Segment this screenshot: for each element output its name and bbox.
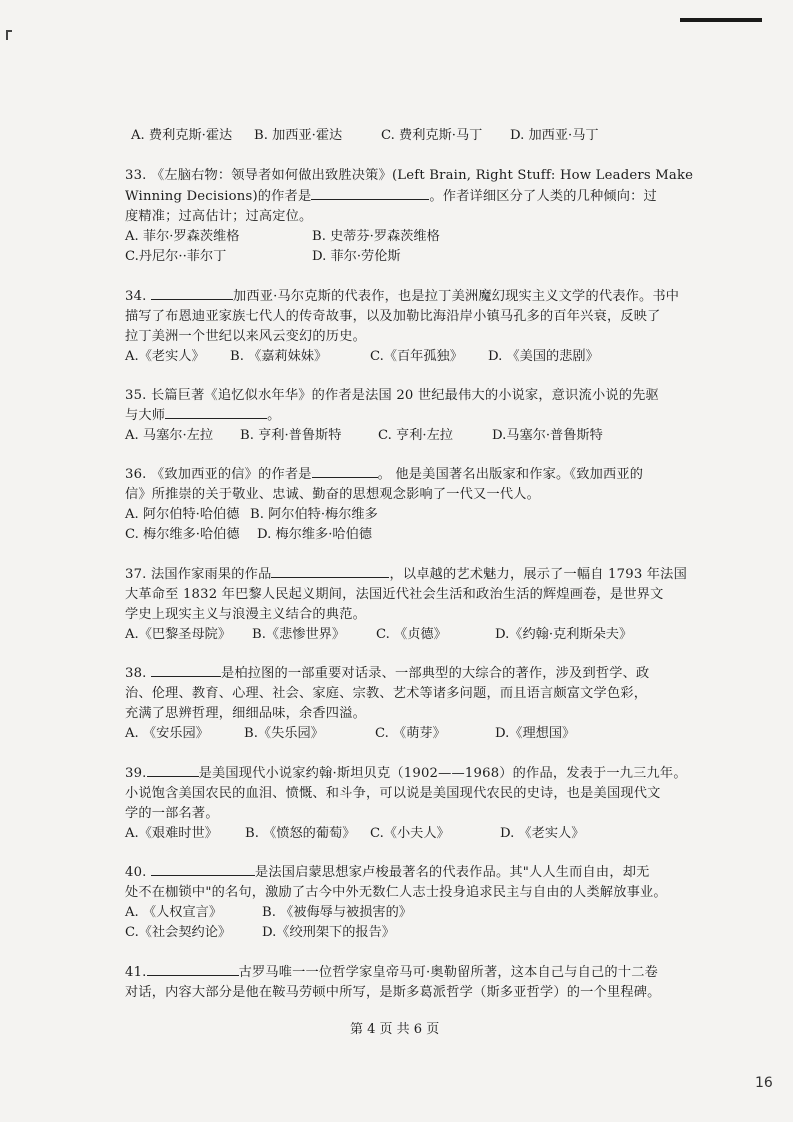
option-c: C.《百年孤独》: [370, 349, 463, 364]
question-text: 34. 加西亚·马尔克斯的代表作，也是拉丁美洲魔幻现实主义文学的代表作。书中: [125, 289, 680, 304]
option-b: B.《失乐园》: [244, 726, 324, 741]
question-text: 40. 是法国启蒙思想家卢梭最著名的代表作品。其"人人生而自由，却无: [125, 865, 650, 880]
question-text: 处不在枷锁中"的名句，激励了古今中外无数仁人志士投身追求民主与自由的人类解放事业。: [125, 885, 667, 900]
option-d: D. 《美国的悲剧》: [488, 349, 599, 364]
page-footer: 第 4 页 共 6 页: [350, 1022, 440, 1037]
question-text: 充满了思辨哲理，细细品味，余香四溢。: [125, 706, 366, 721]
answer-blank: [311, 187, 429, 200]
option-c: C. 《萌芽》: [375, 726, 446, 741]
option-a: A. 马塞尔·左拉: [125, 428, 214, 443]
question-text: Winning Decisions)的作者是 。作者详细区分了人类的几种倾向：过: [125, 189, 657, 204]
option-b: B. 《愤怒的葡萄》: [245, 826, 356, 841]
option-a: A.《老实人》: [125, 349, 205, 364]
option-b: B. 《被侮辱与被损害的》: [262, 905, 412, 920]
answer-blank: [165, 406, 267, 419]
question-text: 38. 是柏拉图的一部重要对话录、一部典型的大综合的著作，涉及到哲学、政: [125, 666, 650, 681]
option-b: B. 阿尔伯特·梅尔维多: [250, 507, 378, 522]
corner-mark: [6, 30, 12, 32]
option-d: D.《理想国》: [495, 726, 576, 741]
answer-blank: [151, 664, 221, 677]
question-text: 36. 《致加西亚的信》的作者是 。 他是美国著名出版家和作家。《致加西亚的: [125, 467, 644, 482]
question-text: 拉丁美洲一个世纪以来风云变幻的历史。: [125, 329, 366, 344]
question-text: 小说饱含美国农民的血泪、愤慨、和斗争，可以说是美国现代农民的史诗，也是美国现代文: [125, 786, 661, 801]
question-text: 41. 古罗马唯一一位哲学家皇帝马可·奥勒留所著，这本自己与自己的十二卷: [125, 965, 658, 980]
question-text: 39. 是美国现代小说家约翰·斯坦贝克（1902——1968）的作品，发表于一九三九年。: [125, 766, 687, 781]
option-c: C.《社会契约论》: [125, 925, 232, 940]
question-text: 35. 长篇巨著《追忆似水年华》的作者是法国 20 世纪最伟大的小说家，意识流小说的先驱: [125, 388, 659, 403]
option-d: D. 《老实人》: [500, 826, 585, 841]
option-c: C. 《贞德》: [376, 627, 447, 642]
question-text: 与大师 。: [125, 408, 281, 423]
option-c: C. 梅尔维多·哈伯德: [125, 527, 240, 542]
option-d: D. 菲尔·劳伦斯: [312, 249, 401, 264]
top-rule: [680, 18, 762, 22]
answer-blank: [271, 565, 389, 578]
option-d: D. 梅尔维多·哈伯德: [257, 527, 372, 542]
option-b: B.《悲惨世界》: [252, 627, 346, 642]
question-text: 描写了布恩迪亚家族七代人的传奇故事，以及加勒比海沿岸小镇马孔多的百年兴衰，反映了: [125, 309, 661, 324]
option-b: B. 亨利·普鲁斯特: [240, 428, 342, 443]
option-a: A.《艰难时世》: [125, 826, 218, 841]
question-text: 大革命至 1832 年巴黎人民起义期间，法国近代社会生活和政治生活的辉煌画卷，是世界文: [125, 587, 664, 602]
question-text: 对话，内容大部分是他在鞍马劳顿中所写，是斯多葛派哲学（斯多亚哲学）的一个里程碑。: [125, 985, 661, 1000]
option-c: C.丹尼尔··菲尔丁: [125, 249, 227, 264]
question-text: 学的一部名著。: [125, 806, 219, 821]
option-a: A.《巴黎圣母院》: [125, 627, 232, 642]
option-d: D.《绞刑架下的报告》: [262, 925, 395, 940]
option-d: D. 加西亚·马丁: [510, 128, 599, 143]
question-text: 37. 法国作家雨果的作品 ，以卓越的艺术魅力，展示了一幅自 1793 年法国: [125, 567, 687, 582]
answer-blank: [151, 287, 233, 300]
option-a: A. 阿尔伯特·哈伯德: [125, 507, 240, 522]
option-c: C.《小夫人》: [370, 826, 450, 841]
question-text: 治、伦理、教育、心理、社会、家庭、宗教、艺术等诸多问题，而且语言颇富文学色彩，: [125, 686, 648, 701]
answer-blank: [147, 764, 199, 777]
question-text: 信》所推崇的关于敬业、忠诚、勤奋的思想观念影响了一代又一代人。: [125, 487, 541, 502]
question-text: 学史上现实主义与浪漫主义结合的典范。: [125, 607, 366, 622]
answer-blank: [312, 465, 378, 478]
option-b: B. 史蒂芬·罗森茨维格: [312, 229, 440, 244]
option-c: C. 费利克斯·马丁: [381, 128, 483, 143]
option-a: A. 费利克斯·霍达: [131, 128, 233, 143]
option-d: D.《约翰·克利斯朵夫》: [495, 627, 633, 642]
option-c: C. 亨利·左拉: [378, 428, 453, 443]
option-a: A. 菲尔·罗森茨维格: [125, 229, 240, 244]
option-d: D.马塞尔·普鲁斯特: [492, 428, 603, 443]
option-a: A. 《人权宣言》: [125, 905, 223, 920]
question-text: 33. 《左脑右物：领导者如何做出致胜决策》(Left Brain, Right Stuff: How Leaders Make: [125, 168, 694, 183]
answer-blank: [151, 863, 255, 876]
page-number: 16: [755, 1075, 773, 1091]
option-a: A. 《安乐园》: [125, 726, 209, 741]
option-b: B. 《嘉莉妹妹》: [230, 349, 328, 364]
answer-blank: [147, 963, 239, 976]
question-text: 度精准；过高估计；过高定位。: [125, 209, 313, 224]
option-b: B. 加西亚·霍达: [254, 128, 343, 143]
